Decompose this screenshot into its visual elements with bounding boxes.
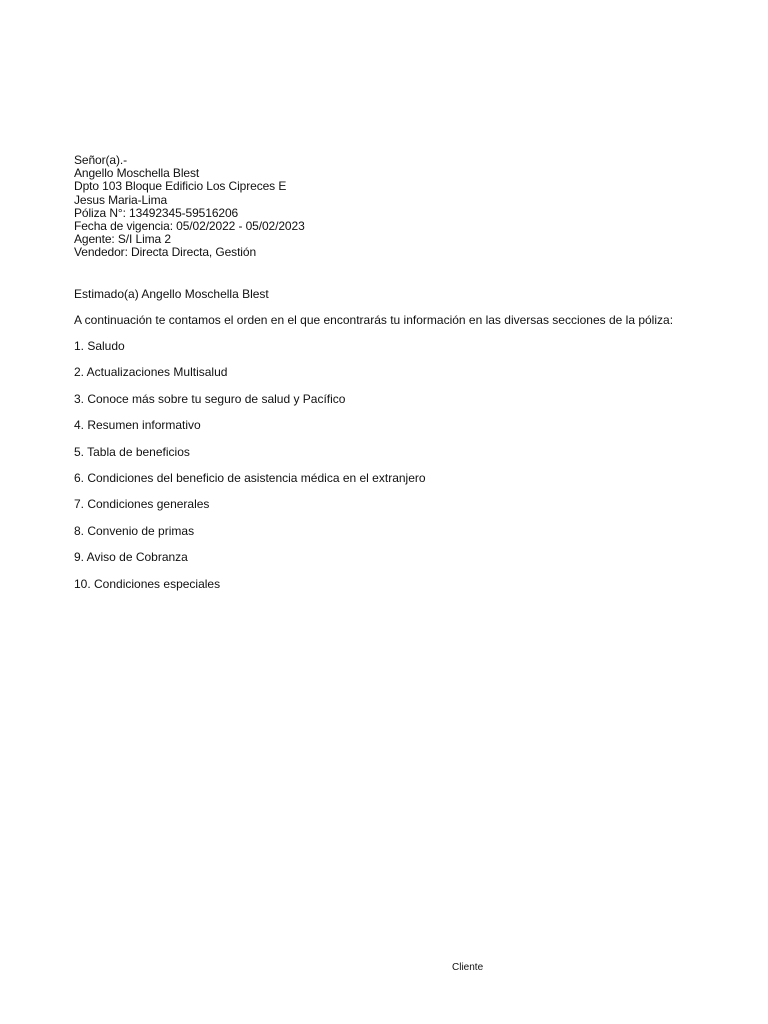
list-item: 4. Resumen informativo	[74, 418, 201, 433]
sections-list	[74, 339, 426, 603]
list-item: 3. Conoce más sobre tu seguro de salud y Pacífico	[74, 391, 346, 406]
list-item: 1. Saludo	[74, 339, 125, 353]
recipient-address-block	[74, 154, 305, 260]
validity-dates: Fecha de vigencia: 05/02/2022 - 05/02/2023	[74, 219, 305, 234]
footer-label: Cliente	[452, 962, 484, 973]
list-item: 5. Tabla de beneficios	[74, 444, 190, 459]
intro-paragraph: A continuación te contamos el orden en el que encontrarás tu información en las diversas secciones de la póliza:	[74, 313, 674, 327]
recipient-name: Angello Moschella Blest	[74, 166, 200, 181]
agent: Agente: S/I Lima 2	[74, 232, 171, 247]
list-item: 8. Convenio de primas	[74, 523, 195, 538]
list-item: 7. Condiciones generales	[74, 497, 210, 512]
recipient-district: Jesus Maria-Lima	[74, 192, 168, 207]
policy-number: Póliza N°: 13492345-59516206	[74, 205, 239, 220]
salutation: Señor(a).-	[74, 153, 128, 167]
list-item: 10. Condiciones especiales	[74, 576, 221, 591]
list-item: 2. Actualizaciones Multisalud	[74, 365, 228, 380]
greeting: Estimado(a) Angello Moschella Blest	[74, 287, 269, 301]
list-item: 9. Aviso de Cobranza	[74, 550, 188, 565]
list-item: 6. Condiciones del beneficio de asistencia médica en el extranjero	[74, 470, 426, 485]
recipient-street: Dpto 103 Bloque Edificio Los Cipreces E	[74, 179, 287, 194]
seller: Vendedor: Directa Directa, Gestión	[74, 245, 257, 260]
